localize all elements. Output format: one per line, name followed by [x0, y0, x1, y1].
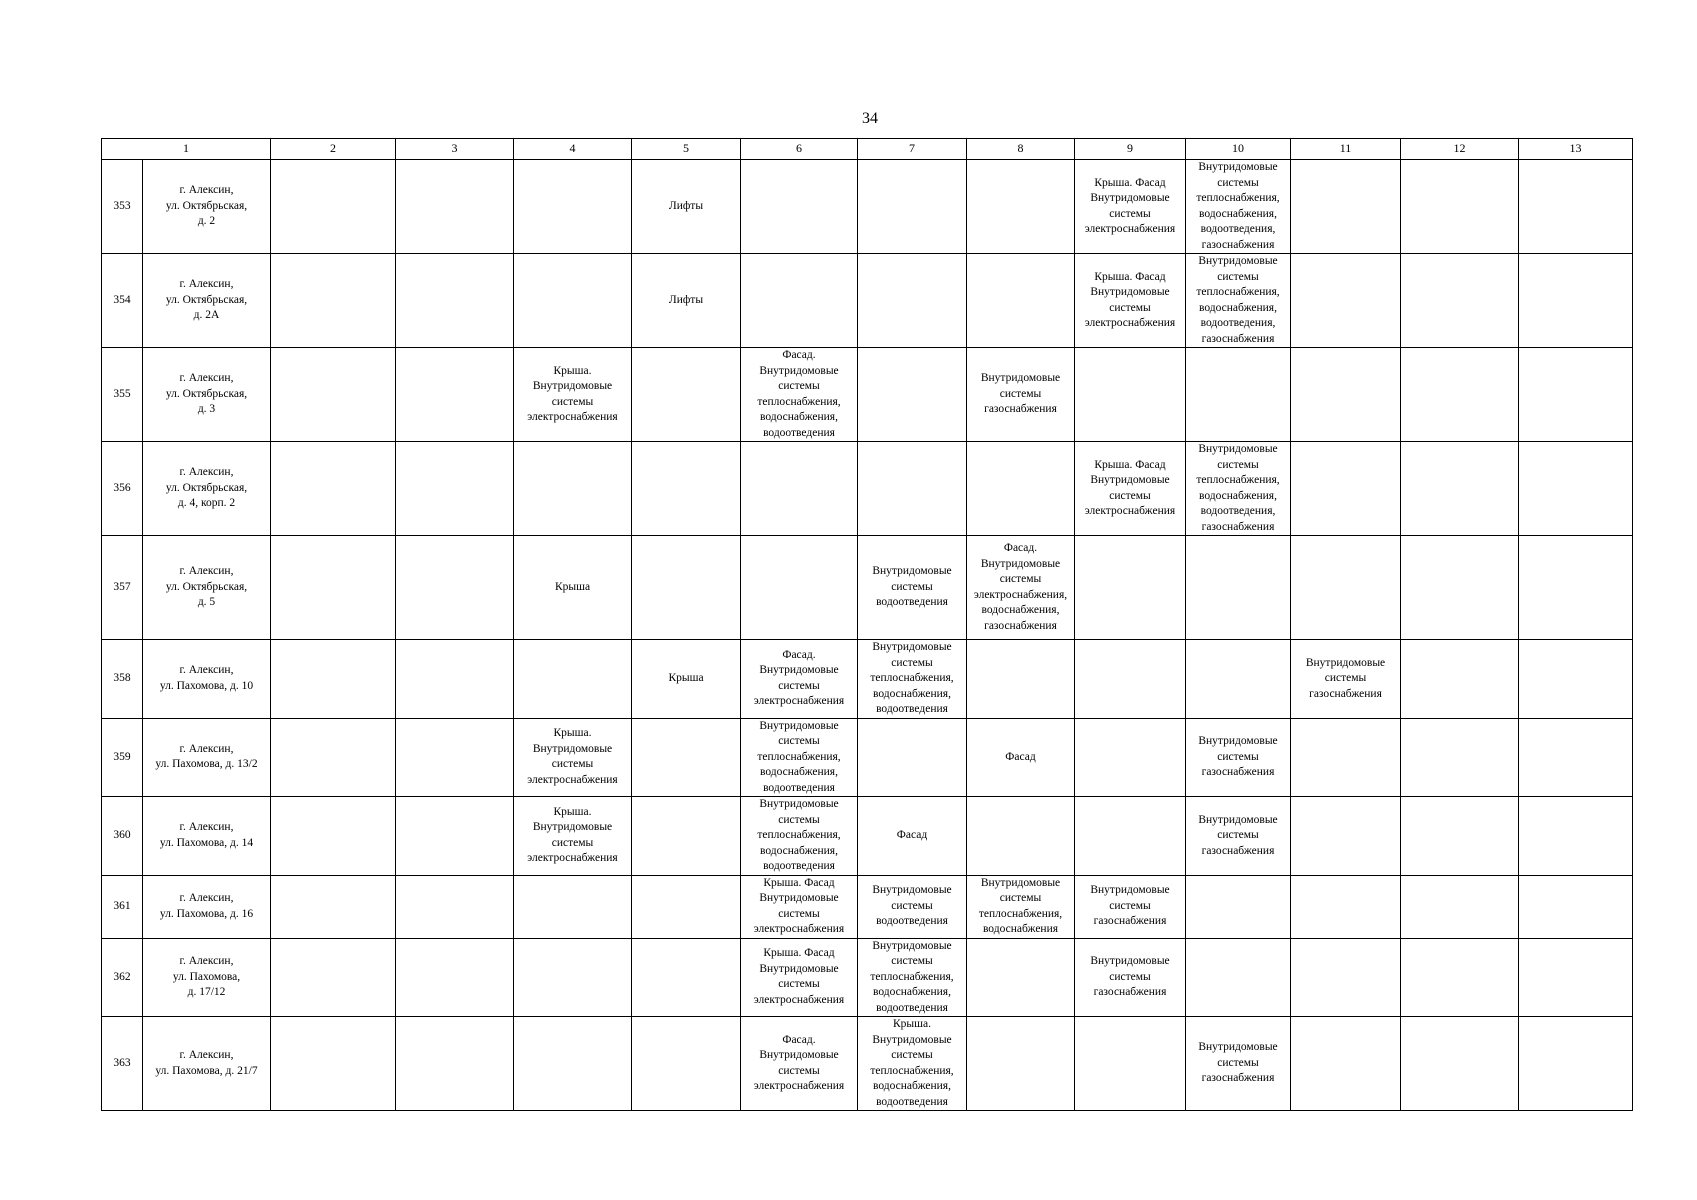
cell-text: Внутридомовые системы теплоснабжения, водоснабжения, водоотведения — [757, 719, 841, 794]
table-cell — [1401, 718, 1519, 797]
cell-text: Внутридомовые системы водоотведения — [872, 565, 952, 609]
cell-text: Фасад. Внутридомовые системы электроснабжения — [753, 1033, 845, 1092]
table-cell — [741, 348, 858, 442]
table-cell — [514, 348, 632, 442]
table-cell — [1186, 718, 1291, 797]
table-cell — [271, 442, 396, 536]
table-cell — [1186, 536, 1291, 640]
address-text: г. Алексин, ул. Октябрьская, д. 3 — [165, 372, 248, 416]
table-row — [102, 160, 1633, 254]
address-text: г. Алексин, ул. Пахомова, д. 14 — [159, 821, 254, 849]
cell-text: Внутридомовые системы теплоснабжения, водоснабжения, водоотведения, газоснабжения — [1196, 443, 1280, 533]
row-address — [143, 536, 271, 640]
table-cell — [632, 160, 741, 254]
cell-text: Крыша. Внутридомовые системы электроснабжения — [527, 805, 618, 865]
table-cell — [632, 1017, 741, 1111]
table-cell — [858, 348, 967, 442]
address-text: г. Алексин, ул. Пахомова, д. 13/2 — [155, 742, 258, 771]
table-cell — [967, 348, 1075, 442]
table-cell — [858, 718, 967, 797]
table-cell — [858, 938, 967, 1017]
table-cell — [1075, 254, 1186, 348]
row-address — [143, 938, 271, 1017]
table-cell — [514, 938, 632, 1017]
table-cell — [741, 875, 858, 938]
table-cell — [967, 640, 1075, 719]
table-cell — [1186, 160, 1291, 254]
table-cell — [1075, 938, 1186, 1017]
table-cell — [858, 442, 967, 536]
table-cell — [1519, 536, 1633, 640]
table-cell — [1401, 442, 1519, 536]
row-address — [143, 640, 271, 719]
address-text: г. Алексин, ул. Пахомова, д. 17/12 — [172, 955, 241, 998]
cell-text: Внутридомовые системы газоснабжения — [980, 372, 1061, 416]
table-cell — [1291, 348, 1401, 442]
table-cell — [1075, 797, 1186, 876]
table-cell — [967, 442, 1075, 536]
cell-text: Внутридомовые системы теплоснабжения, водоснабжения, водоотведения — [870, 641, 954, 715]
table-cell — [1291, 938, 1401, 1017]
cell-text: Внутридомовые системы газоснабжения — [1090, 955, 1170, 998]
row-address — [143, 348, 271, 442]
table-cell — [514, 160, 632, 254]
table-cell — [741, 640, 858, 719]
table-cell — [858, 536, 967, 640]
table-cell — [271, 348, 396, 442]
table-cell — [271, 875, 396, 938]
column-header: 5 — [632, 139, 741, 160]
row-number: 355 — [102, 348, 143, 442]
table-cell — [271, 640, 396, 719]
table-cell — [967, 536, 1075, 640]
table-cell — [271, 160, 396, 254]
table-cell — [1401, 348, 1519, 442]
table-cell — [967, 938, 1075, 1017]
table-cell — [271, 938, 396, 1017]
table-cell — [1519, 875, 1633, 938]
row-number: 353 — [102, 160, 143, 254]
table-row — [102, 254, 1633, 348]
table-cell — [1291, 797, 1401, 876]
table-cell — [967, 254, 1075, 348]
address-text: г. Алексин, ул. Пахомова, д. 10 — [159, 664, 254, 692]
column-header: 9 — [1075, 139, 1186, 160]
table-row — [102, 1017, 1633, 1111]
table-cell — [741, 938, 858, 1017]
table-cell — [1401, 875, 1519, 938]
table-cell — [1291, 640, 1401, 719]
table-row — [102, 938, 1633, 1017]
repair-schedule-table — [101, 138, 1633, 1111]
table-cell — [396, 254, 514, 348]
table-cell — [1291, 442, 1401, 536]
table-cell — [396, 160, 514, 254]
table-cell — [858, 1017, 967, 1111]
table-cell — [271, 1017, 396, 1111]
table-cell — [1519, 797, 1633, 876]
cell-text: Фасад. Внутридомовые системы электроснабжения, водоснабжения, газоснабжения — [973, 542, 1068, 632]
table-cell — [1186, 442, 1291, 536]
table-cell — [1075, 875, 1186, 938]
table-cell — [271, 536, 396, 640]
cell-text: Крыша. Фасад Внутридомовые системы электроснабжения — [753, 947, 845, 1006]
table-cell — [632, 442, 741, 536]
table-cell — [632, 718, 741, 797]
row-number: 359 — [102, 718, 143, 797]
cell-text: Фасад — [1005, 750, 1036, 763]
row-address — [143, 1017, 271, 1111]
table-cell — [396, 938, 514, 1017]
table-cell — [1519, 1017, 1633, 1111]
column-header: 4 — [514, 139, 632, 160]
cell-text: Внутридомовые системы газоснабжения — [1198, 735, 1278, 778]
cell-text: Крыша. Внутридомовые системы теплоснабжения, водоснабжения, водоотведения — [870, 1018, 954, 1108]
table-cell — [741, 718, 858, 797]
column-header: 11 — [1291, 139, 1401, 160]
table-cell — [1519, 938, 1633, 1017]
table-cell — [1075, 718, 1186, 797]
table-cell — [741, 442, 858, 536]
cell-text: Фасад. Внутридомовые системы теплоснабжения, водоснабжения, водоотведения — [757, 349, 841, 439]
column-header: 8 — [967, 139, 1075, 160]
table-cell — [741, 536, 858, 640]
table-cell — [632, 254, 741, 348]
table-row — [102, 875, 1633, 938]
table-cell — [396, 536, 514, 640]
cell-text: Внутридомовые системы водоотведения — [872, 884, 952, 928]
table-cell — [1291, 254, 1401, 348]
cell-text: Внутридомовые системы теплоснабжения, водоснабжения, водоотведения, газоснабжения — [1196, 255, 1280, 345]
table-cell — [514, 1017, 632, 1111]
cell-text: Крыша. Фасад Внутридомовые системы электроснабжения — [1084, 458, 1176, 517]
table-cell — [1401, 938, 1519, 1017]
table-row — [102, 348, 1633, 442]
table-cell — [1291, 1017, 1401, 1111]
column-header: 6 — [741, 139, 858, 160]
table-cell — [1401, 1017, 1519, 1111]
address-text: г. Алексин, ул. Пахомова, д. 16 — [159, 892, 254, 920]
address-text: г. Алексин, ул. Октябрьская, д. 4, корп. 2 — [165, 466, 248, 510]
table-cell — [514, 640, 632, 719]
table-row — [102, 536, 1633, 640]
table-cell — [1186, 254, 1291, 348]
table-cell — [1519, 718, 1633, 797]
table-cell — [1075, 640, 1186, 719]
table-cell — [967, 1017, 1075, 1111]
row-address — [143, 797, 271, 876]
column-header: 10 — [1186, 139, 1291, 160]
column-header: 12 — [1401, 139, 1519, 160]
cell-text: Лифты — [668, 293, 704, 306]
table-cell — [514, 254, 632, 348]
table-cell — [741, 254, 858, 348]
table-cell — [632, 875, 741, 938]
table-cell — [1075, 1017, 1186, 1111]
table-cell — [967, 718, 1075, 797]
table-row — [102, 442, 1633, 536]
table-cell — [1291, 536, 1401, 640]
table-cell — [967, 875, 1075, 938]
table-cell — [396, 875, 514, 938]
cell-text: Фасад. Внутридомовые системы электроснабжения — [753, 648, 845, 708]
table-cell — [1401, 797, 1519, 876]
table-row — [102, 640, 1633, 719]
column-header: 7 — [858, 139, 967, 160]
table-cell — [632, 348, 741, 442]
table-cell — [1075, 160, 1186, 254]
table-cell — [271, 718, 396, 797]
cell-text: Внутридомовые системы газоснабжения — [1198, 813, 1278, 857]
table-cell — [1519, 640, 1633, 719]
cell-text: Крыша — [554, 580, 591, 593]
table-cell — [1519, 160, 1633, 254]
address-text: г. Алексин, ул. Октябрьская, д. 2 — [165, 184, 248, 228]
table-cell — [967, 160, 1075, 254]
row-number: 360 — [102, 797, 143, 876]
table-cell — [396, 640, 514, 719]
table-cell — [1401, 254, 1519, 348]
cell-text: Внутридомовые системы теплоснабжения, водоснабжения, водоотведения — [870, 939, 954, 1014]
table-cell — [514, 875, 632, 938]
table-cell — [967, 797, 1075, 876]
table-cell — [396, 348, 514, 442]
table-row — [102, 718, 1633, 797]
table-cell — [741, 797, 858, 876]
table-cell — [1519, 442, 1633, 536]
header-row — [102, 139, 1633, 160]
table-cell — [632, 640, 741, 719]
row-number: 362 — [102, 938, 143, 1017]
row-number: 358 — [102, 640, 143, 719]
table-cell — [632, 536, 741, 640]
table-row — [102, 797, 1633, 876]
page-number: 34 — [862, 110, 878, 127]
table-cell — [271, 254, 396, 348]
cell-text: Внутридомовые системы газоснабжения — [1305, 656, 1386, 700]
table-cell — [858, 254, 967, 348]
table-cell — [1401, 536, 1519, 640]
address-text: г. Алексин, ул. Пахомова, д. 21/7 — [155, 1049, 258, 1077]
cell-text: Внутридомовые системы газоснабжения — [1198, 1041, 1278, 1085]
table-cell — [396, 797, 514, 876]
table-cell — [632, 938, 741, 1017]
table-cell — [1186, 875, 1291, 938]
table-cell — [858, 640, 967, 719]
cell-text: Крыша — [668, 672, 704, 684]
cell-text: Фасад — [896, 829, 928, 841]
cell-text: Внутридомовые системы теплоснабжения, водоснабжения, водоотведения, газоснабжения — [1196, 161, 1280, 251]
table-cell — [1075, 442, 1186, 536]
table-cell — [1186, 797, 1291, 876]
table-cell — [1291, 160, 1401, 254]
cell-text: Внутридомовые системы теплоснабжения, водоснабжения — [978, 876, 1063, 935]
table-cell — [1401, 640, 1519, 719]
cell-text: Крыша. Внутридомовые системы электроснабжения — [527, 364, 618, 423]
row-address — [143, 875, 271, 938]
table-cell — [1186, 348, 1291, 442]
table-cell — [1401, 160, 1519, 254]
row-number: 357 — [102, 536, 143, 640]
table-cell — [1519, 254, 1633, 348]
cell-text: Крыша. Фасад Внутридомовые системы электроснабжения — [1084, 270, 1176, 329]
table-cell — [1075, 536, 1186, 640]
cell-text: Лифты — [668, 199, 704, 212]
table-cell — [858, 875, 967, 938]
table-cell — [858, 160, 967, 254]
table-cell — [514, 718, 632, 797]
column-header: 13 — [1519, 139, 1633, 160]
row-address — [143, 254, 271, 348]
table-cell — [396, 1017, 514, 1111]
table-cell — [396, 442, 514, 536]
row-address — [143, 442, 271, 536]
table-cell — [1186, 938, 1291, 1017]
address-text: г. Алексин, ул. Октябрьская, д. 2А — [165, 278, 248, 322]
column-header: 2 — [271, 139, 396, 160]
table-cell — [1291, 718, 1401, 797]
row-number: 363 — [102, 1017, 143, 1111]
row-number: 356 — [102, 442, 143, 536]
table-cell — [1186, 640, 1291, 719]
table-cell — [1291, 875, 1401, 938]
table-cell — [271, 797, 396, 876]
table-cell — [514, 797, 632, 876]
table-cell — [1075, 348, 1186, 442]
row-number: 354 — [102, 254, 143, 348]
row-number: 361 — [102, 875, 143, 938]
column-header: 3 — [396, 139, 514, 160]
cell-text: Крыша. Внутридомовые системы электроснабжения — [527, 727, 618, 786]
table-cell — [741, 1017, 858, 1111]
table-cell — [632, 797, 741, 876]
table-cell — [1186, 1017, 1291, 1111]
cell-text: Крыша. Фасад Внутридомовые системы электроснабжения — [1084, 176, 1176, 235]
table-cell — [1519, 348, 1633, 442]
table-cell — [514, 536, 632, 640]
table-cell — [741, 160, 858, 254]
row-address — [143, 160, 271, 254]
address-text: г. Алексин, ул. Октябрьская, д. 5 — [165, 565, 248, 609]
cell-text: Крыша. Фасад Внутридомовые системы электроснабжения — [753, 876, 845, 935]
table-cell — [858, 797, 967, 876]
cell-text: Внутридомовые системы газоснабжения — [1090, 884, 1170, 928]
column-header: 1 — [102, 139, 271, 160]
cell-text: Внутридомовые системы теплоснабжения, водоснабжения, водоотведения — [757, 798, 841, 872]
table-cell — [514, 442, 632, 536]
row-address — [143, 718, 271, 797]
table-cell — [396, 718, 514, 797]
